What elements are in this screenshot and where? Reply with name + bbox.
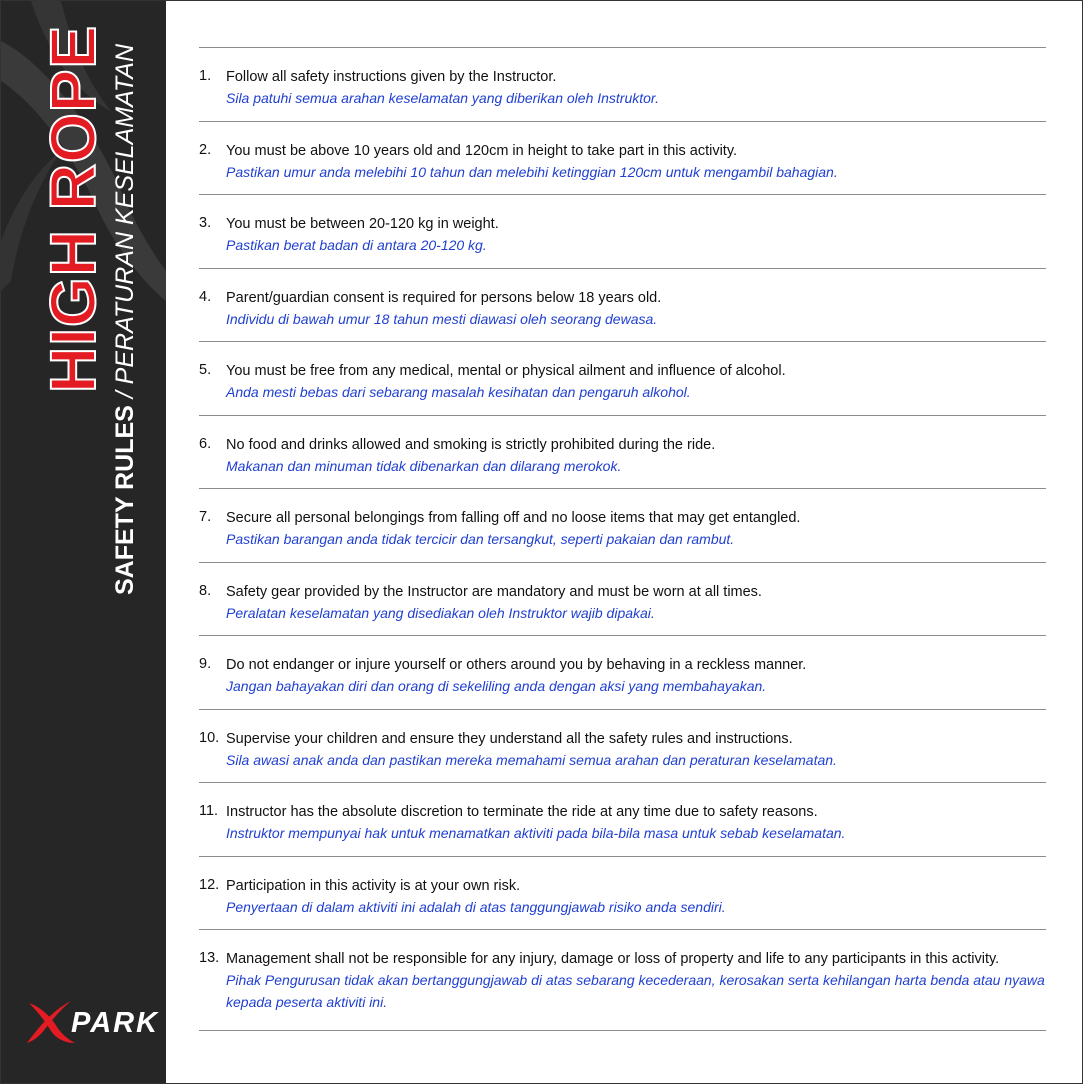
rule-item: [199, 195, 1046, 268]
rule-item: [199, 416, 1046, 489]
rule-english: You must be free from any medical, mental or physical ailment and influence of alcohol.: [226, 363, 786, 379]
rule-malay: Sila patuhi semua arahan keselamatan yang diberikan oleh Instruktor.: [226, 90, 659, 106]
rule-item: [199, 122, 1046, 195]
rule-english: Safety gear provided by the Instructor are mandatory and must be worn at all times.: [226, 583, 762, 600]
rule-number: 7.: [199, 509, 212, 525]
rules-list: [199, 47, 1046, 1031]
rule-english: Supervise your children and ensure they understand all the safety rules and instructions.: [226, 730, 793, 747]
sidebar-panel: [1, 1, 166, 1083]
rule-malay: Individu di bawah umur 18 tahun mesti diawasi oleh seorang dewasa.: [226, 310, 658, 327]
rule-malay: Sila awasi anak anda dan pastikan mereka memahami semua arahan dan peraturan keselamatan.: [226, 751, 837, 768]
rule-item: [199, 930, 1046, 1030]
rule-english: Do not endanger or injure yourself or others around you by behaving in a reckless manner.: [226, 657, 807, 673]
rule-malay: Pastikan berat badan di antara 20-120 kg.: [226, 237, 487, 253]
subtitle: [111, 44, 139, 595]
rule-malay: Anda mesti bebas dari sebarang masalah kesihatan dan pengaruh alkohol.: [226, 384, 691, 400]
rule-item: [199, 857, 1046, 930]
rule-malay: Jangan bahayakan diri dan orang di sekeliling anda dengan aksi yang membahayakan.: [226, 678, 767, 694]
rule-number: 12.: [199, 876, 220, 893]
rule-number: 4.: [199, 288, 212, 305]
logo-x-icon: [27, 999, 77, 1045]
rule-item: [199, 342, 1046, 415]
sidebar-title: [1, 1, 166, 1083]
rule-english: Participation in this activity is at your own risk.: [226, 877, 521, 894]
rule-item: [199, 710, 1046, 783]
rule-malay: Makanan dan minuman tidak dibenarkan dan dilarang merokok.: [226, 457, 622, 474]
rule-item: [199, 636, 1046, 709]
divider: [199, 1030, 1046, 1031]
rule-item: [199, 489, 1046, 562]
rule-english: No food and drinks allowed and smoking is strictly prohibited during the ride.: [226, 436, 716, 453]
xpark-logo: [27, 999, 160, 1045]
rule-item: [199, 563, 1046, 636]
rule-number: 1.: [199, 68, 212, 84]
rule-malay: Pastikan barangan anda tidak tercicir dan tersangkut, seperti pakaian dan rambut.: [226, 531, 735, 547]
rule-number: 10.: [199, 729, 220, 746]
rule-english: Follow all safety instructions given by the Instructor.: [226, 69, 557, 85]
rule-malay: Pastikan umur anda melebihi 10 tahun dan melebihi ketinggian 120cm untuk mengambil bahagian.: [226, 163, 838, 180]
subtitle-malay: PERATURAN KESELAMATAN: [111, 43, 139, 385]
subtitle-separator: /: [111, 384, 139, 406]
rule-english: You must be above 10 years old and 120cm in height to take part in this activity.: [226, 142, 738, 159]
rule-malay: Instruktor mempunyai hak untuk menamatkan aktiviti pada bila-bila masa untuk sebab keselamatan.: [226, 825, 846, 841]
rule-number: 3.: [199, 215, 212, 231]
rule-english: Instructor has the absolute discretion to terminate the ride at any time due to safety reasons.: [226, 804, 818, 820]
rule-malay: Pihak Pengurusan tidak akan bertanggungjawab di atas sebarang kecederaan, kerosakan serta kehilangan harta benda atau nyawa kepada peserta aktiviti ini.: [226, 972, 1045, 1010]
rule-number: 2.: [199, 141, 212, 158]
rule-english: You must be between 20-120 kg in weight.: [226, 216, 499, 232]
rule-malay: Penyertaan di dalam aktiviti ini adalah di atas tanggungjawab risiko anda sendiri.: [226, 898, 726, 915]
rule-english: Secure all personal belongings from falling off and no loose items that may get entangled.: [226, 510, 801, 526]
rule-number: 8.: [199, 582, 212, 599]
subtitle-english: SAFETY RULES: [111, 405, 139, 595]
rule-english: Parent/guardian consent is required for persons below 18 years old.: [226, 289, 662, 306]
main-title: HIGH ROPE: [37, 24, 109, 393]
rule-number: 11.: [199, 803, 219, 819]
rule-malay: Peralatan keselamatan yang disediakan oleh Instruktor wajib dipakai.: [226, 604, 655, 621]
rule-item: [199, 269, 1046, 342]
rule-english: Management shall not be responsible for any injury, damage or loss of property and life to any participants in this activity.: [226, 951, 1000, 967]
rule-item: [199, 783, 1046, 856]
logo-text: PARK: [71, 1007, 160, 1039]
rule-number: 9.: [199, 656, 212, 672]
rule-number: 6.: [199, 435, 212, 452]
rule-number: 13.: [199, 950, 220, 966]
rule-number: 5.: [199, 362, 212, 378]
rule-item: [199, 48, 1046, 121]
